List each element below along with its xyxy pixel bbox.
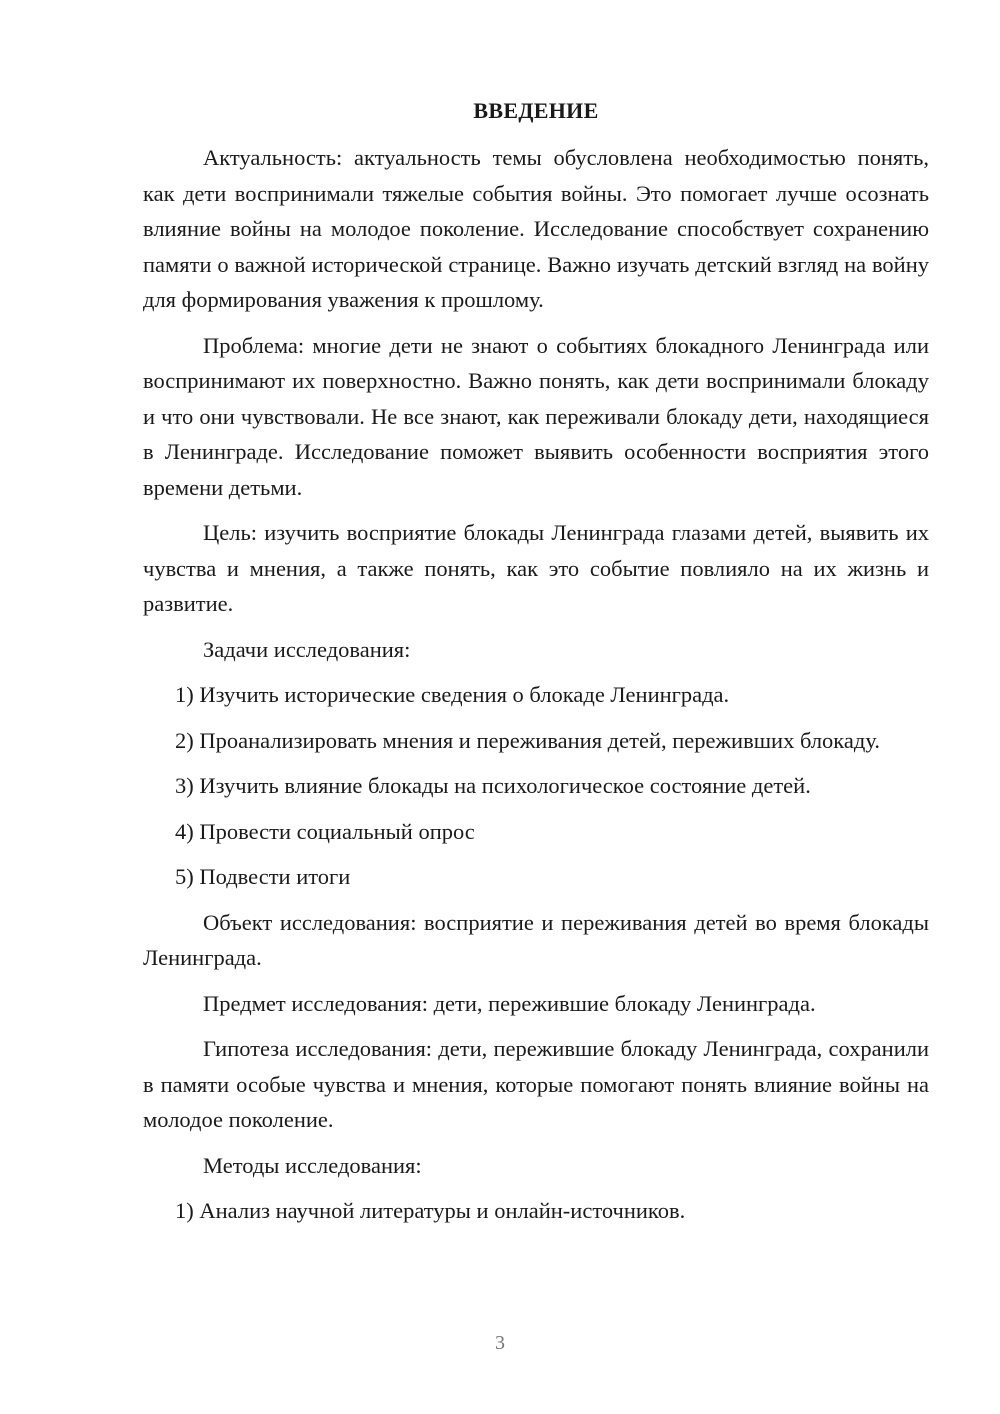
subject-paragraph: Предмет исследования: дети, пережившие блокаду Ленинграда.	[203, 990, 816, 1016]
tasks-heading: Задачи исследования:	[203, 636, 411, 662]
task-item: 5) Подвести итоги	[175, 864, 351, 889]
goal-paragraph: Цель: изучить восприятие блокады Ленинграда глазами детей, выявить их чувства и мнения, а также понять, как это событие повлияло на их жизнь и развитие.	[143, 520, 929, 616]
task-item: 1) Изучить исторические сведения о блокаде Ленинграда.	[175, 682, 730, 707]
hypothesis-paragraph: Гипотеза исследования: дети, пережившие блокаду Ленинграда, сохранили в памяти особые чувства и мнения, которые помогают понять влияние войны на молодое поколение.	[143, 1036, 929, 1132]
task-item: 4) Провести социальный опрос	[175, 818, 475, 844]
methods-heading: Методы исследования:	[203, 1152, 422, 1178]
relevance-paragraph: Актуальность: актуальность темы обусловлена необходимостью понять, как дети воспринимали тяжелые события войны. Это помогает лучше осознать влияние войны на молодое поколение. Исследование способствует сохранению памяти о важной исторической странице. Важно изучать детский взгляд на войну для формирования уважения к прошлому.	[143, 145, 929, 312]
task-item: 3) Изучить влияние блокады на психологическое состояние детей.	[175, 773, 811, 798]
page-number: 3	[495, 1332, 505, 1354]
section-title: ВВЕДЕНИЕ	[473, 98, 599, 123]
task-item: 2) Проанализировать мнения и переживания детей, переживших блокаду.	[175, 727, 880, 753]
object-paragraph: Объект исследования: восприятие и переживания детей во время блокады Ленинграда.	[143, 909, 929, 970]
method-item: 1) Анализ научной литературы и онлайн-источников.	[175, 1198, 686, 1223]
problem-paragraph: Проблема: многие дети не знают о событиях блокадного Ленинграда или воспринимают их поверхностно. Важно понять, как дети воспринимали блокаду и что они чувствовали. Не все знают, как переживали блокаду дети, находящиеся в Ленинграде. Исследование поможет выявить особенности восприятия этого времени детьми.	[143, 332, 929, 500]
document-page	[143, 96, 929, 1239]
